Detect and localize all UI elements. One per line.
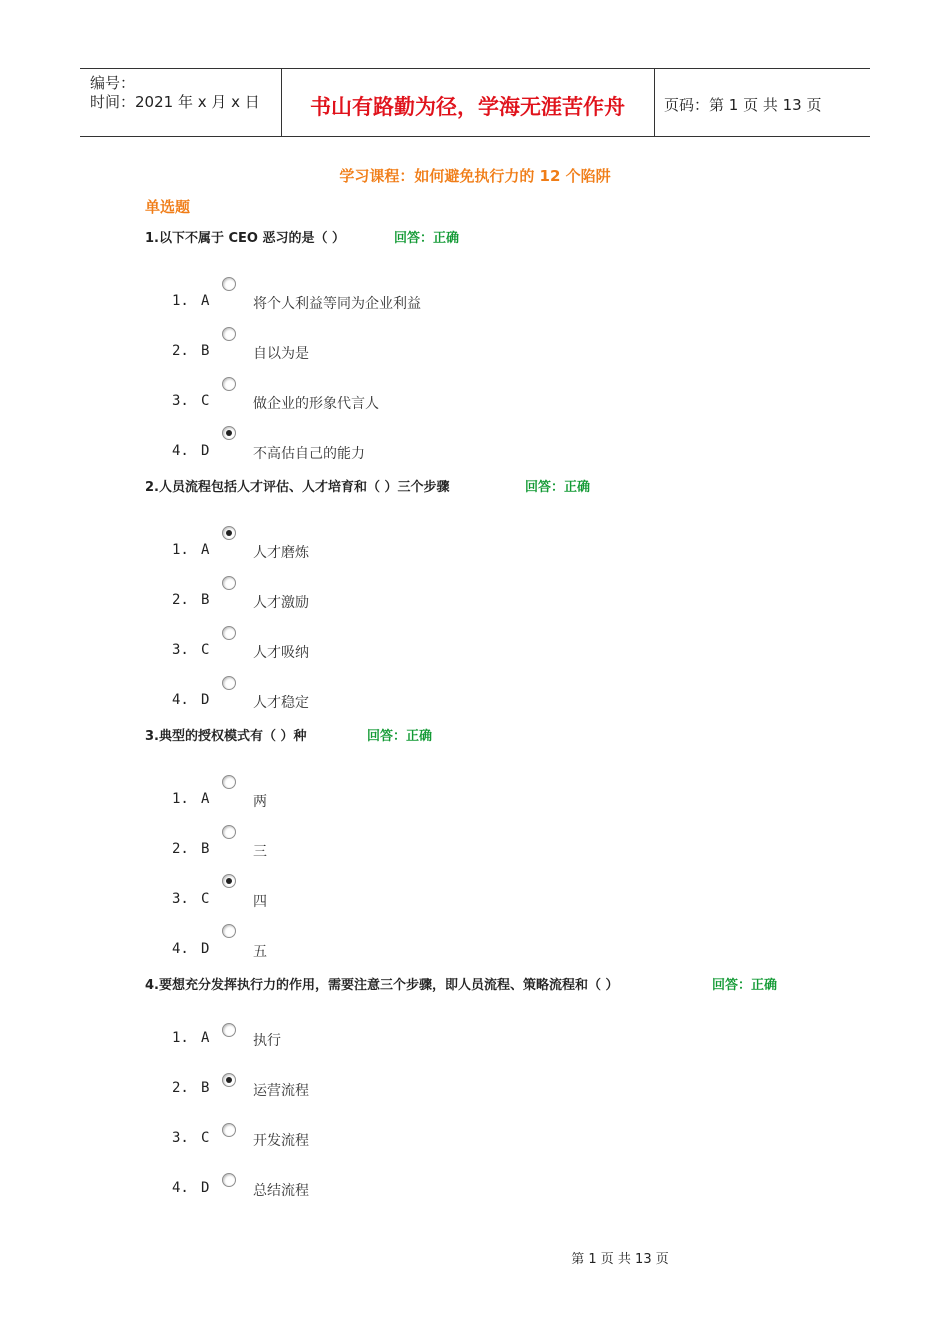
option-number: 2.: [172, 592, 189, 608]
option-text: 三: [253, 844, 267, 860]
question-text: 4.要想充分发挥执行力的作用，需要注意三个步骤，即人员流程、策略流程和（ ）: [145, 978, 619, 993]
option-number: 4.: [172, 941, 189, 957]
option-text: 人才磨炼: [253, 545, 309, 561]
option-letter: D: [201, 1180, 210, 1196]
option-letter: B: [201, 841, 210, 857]
option-letter: C: [201, 891, 210, 907]
option-letter: B: [201, 592, 210, 608]
option-number: 3.: [172, 642, 189, 658]
option-letter: C: [201, 393, 210, 409]
option-number: 2.: [172, 841, 189, 857]
radio-button[interactable]: [222, 1173, 236, 1187]
option-text: 自以为是: [253, 346, 309, 362]
answer-status: 回答：正确: [394, 231, 460, 246]
radio-button[interactable]: [222, 825, 236, 839]
option-text: 总结流程: [253, 1183, 309, 1199]
option-letter: D: [201, 941, 210, 957]
option-number: 1.: [172, 293, 189, 309]
option-text: 五: [253, 944, 267, 960]
option-text: 运营流程: [253, 1083, 309, 1099]
option-letter: B: [201, 343, 210, 359]
radio-button[interactable]: [222, 1123, 236, 1137]
option-letter: C: [201, 642, 210, 658]
option-text: 不高估自己的能力: [253, 446, 365, 462]
page-footer: 第 1 页 共 13 页: [571, 1252, 669, 1267]
radio-button[interactable]: [222, 1023, 236, 1037]
option-number: 3.: [172, 891, 189, 907]
header-motto: 书山有路勤为径，学海无涯苦作舟: [310, 95, 625, 119]
radio-button[interactable]: [222, 775, 236, 789]
option-number: 3.: [172, 393, 189, 409]
answer-status: 回答：正确: [525, 480, 591, 495]
option-text: 两: [253, 794, 267, 810]
option-letter: A: [201, 791, 210, 807]
radio-button[interactable]: [222, 1073, 236, 1087]
option-number: 4.: [172, 1180, 189, 1196]
course-title: 学习课程：如何避免执行力的 12 个陷阱: [339, 167, 611, 185]
radio-button[interactable]: [222, 626, 236, 640]
radio-button[interactable]: [222, 327, 236, 341]
option-number: 1.: [172, 542, 189, 558]
option-number: 2.: [172, 1080, 189, 1096]
option-text: 人才激励: [253, 595, 309, 611]
option-number: 4.: [172, 692, 189, 708]
option-letter: D: [201, 692, 210, 708]
option-letter: A: [201, 293, 210, 309]
section-title: 单选题: [145, 198, 191, 216]
answer-status: 回答：正确: [367, 729, 433, 744]
option-letter: A: [201, 1030, 210, 1046]
option-number: 1.: [172, 1030, 189, 1046]
option-text: 将个人利益等同为企业利益: [253, 296, 421, 312]
radio-button[interactable]: [222, 924, 236, 938]
header-number-label: 编号：: [90, 74, 136, 92]
radio-button[interactable]: [222, 874, 236, 888]
radio-button[interactable]: [222, 576, 236, 590]
option-text: 开发流程: [253, 1133, 309, 1149]
option-letter: C: [201, 1130, 210, 1146]
option-letter: A: [201, 542, 210, 558]
question-text: 3.典型的授权模式有（ ）种: [145, 729, 307, 744]
document-header: [80, 68, 870, 137]
radio-button[interactable]: [222, 377, 236, 391]
option-number: 1.: [172, 791, 189, 807]
option-text: 做企业的形象代言人: [253, 396, 379, 412]
radio-button[interactable]: [222, 277, 236, 291]
radio-button[interactable]: [222, 676, 236, 690]
option-letter: B: [201, 1080, 210, 1096]
header-divider: [654, 69, 655, 136]
option-letter: D: [201, 443, 210, 459]
option-text: 人才稳定: [253, 695, 309, 711]
question-text: 2.人员流程包括人才评估、人才培育和（ ）三个步骤: [145, 480, 450, 495]
option-text: 四: [253, 894, 267, 910]
option-text: 执行: [253, 1033, 281, 1049]
header-page-label: 页码：第 1 页 共 13 页: [664, 96, 822, 114]
question-text: 1.以下不属于 CEO 恶习的是（ ）: [145, 231, 346, 246]
header-time-label: 时间：2021 年 x 月 x 日: [90, 93, 260, 111]
radio-button[interactable]: [222, 426, 236, 440]
answer-status: 回答：正确: [712, 978, 778, 993]
option-number: 2.: [172, 343, 189, 359]
radio-button[interactable]: [222, 526, 236, 540]
option-number: 3.: [172, 1130, 189, 1146]
option-number: 4.: [172, 443, 189, 459]
option-text: 人才吸纳: [253, 645, 309, 661]
